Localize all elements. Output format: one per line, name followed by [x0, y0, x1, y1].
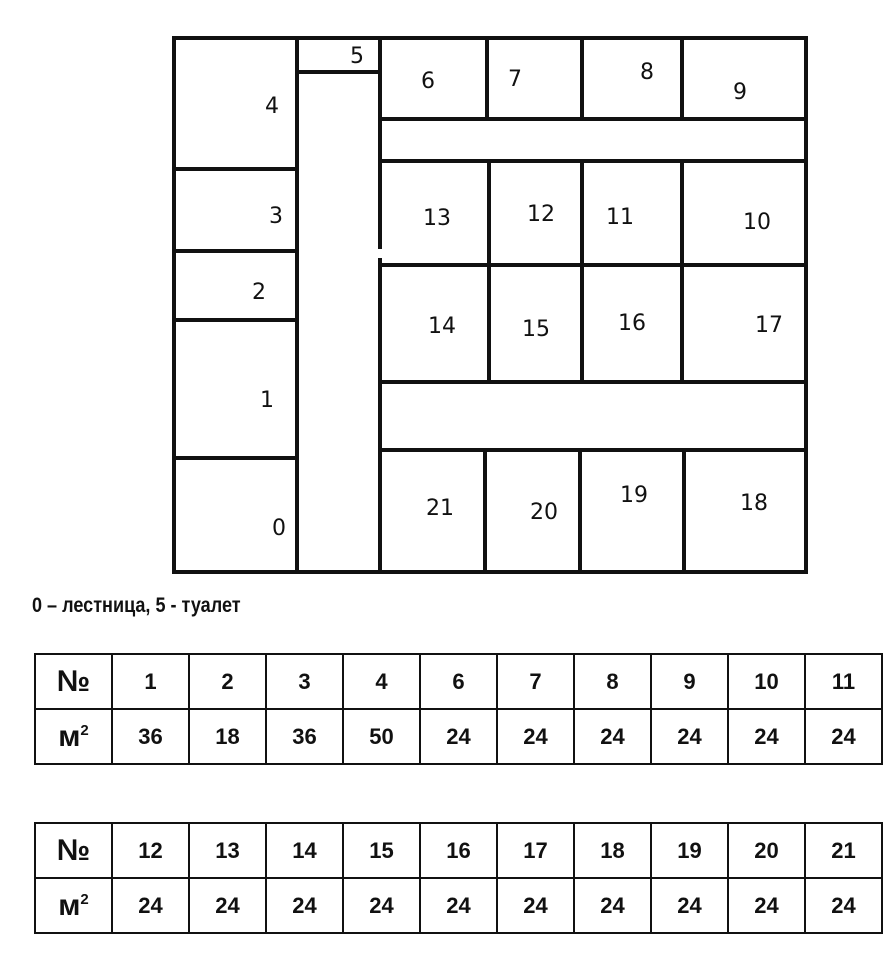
room-area-cell: 24	[574, 878, 651, 933]
room-area-cell: 24	[420, 709, 497, 764]
room-label-6: 6	[421, 69, 435, 94]
room-number-cell: 16	[420, 823, 497, 878]
legend: 0 – лестница, 5 - туалет	[32, 594, 241, 617]
room-number-cell: 10	[728, 654, 805, 709]
room-number-cell: 14	[266, 823, 343, 878]
area-unit: м	[58, 719, 81, 753]
room-number-cell: 12	[112, 823, 189, 878]
area-table-2	[34, 822, 883, 934]
room-label-16: 16	[618, 311, 646, 336]
number-header: №	[35, 823, 112, 878]
room-number-cell: 8	[574, 654, 651, 709]
room-label-20: 20	[530, 500, 558, 525]
room-label-11: 11	[606, 205, 634, 230]
room-label-3: 3	[269, 204, 283, 229]
room-label-5: 5	[350, 44, 364, 69]
area-header	[35, 709, 112, 764]
room-area-cell: 36	[112, 709, 189, 764]
room-number-cell: 20	[728, 823, 805, 878]
room-area-cell: 24	[189, 878, 266, 933]
room-area-cell: 18	[189, 709, 266, 764]
room-number-cell: 7	[497, 654, 574, 709]
room-area-cell: 50	[343, 709, 420, 764]
room-area-cell: 24	[728, 878, 805, 933]
room-number-cell: 15	[343, 823, 420, 878]
room-area-cell: 24	[805, 709, 882, 764]
room-area-cell: 24	[805, 878, 882, 933]
room-label-17: 17	[755, 313, 783, 338]
area-unit-power: 2	[80, 721, 89, 739]
room-area-cell: 36	[266, 709, 343, 764]
room-label-18: 18	[740, 491, 768, 516]
room-number-cell: 17	[497, 823, 574, 878]
room-number-cell: 4	[343, 654, 420, 709]
room-number-cell: 11	[805, 654, 882, 709]
room-label-12: 12	[527, 202, 555, 227]
room-area-cell: 24	[497, 709, 574, 764]
room-area-cell: 24	[651, 709, 728, 764]
area-header	[35, 878, 112, 933]
room-label-13: 13	[423, 206, 451, 231]
room-number-cell: 6	[420, 654, 497, 709]
area-table-1	[34, 653, 883, 765]
room-number-cell: 1	[112, 654, 189, 709]
room-number-cell: 3	[266, 654, 343, 709]
room-label-8: 8	[640, 60, 654, 85]
room-number-cell: 9	[651, 654, 728, 709]
room-area-cell: 24	[343, 878, 420, 933]
room-area-cell: 24	[728, 709, 805, 764]
room-number-cell: 21	[805, 823, 882, 878]
room-label-19: 19	[620, 483, 648, 508]
room-number-cell: 2	[189, 654, 266, 709]
room-label-0: 0	[272, 516, 286, 541]
room-label-7: 7	[508, 67, 522, 92]
room-number-cell: 19	[651, 823, 728, 878]
room-label-15: 15	[522, 317, 550, 342]
room-number-cell: 18	[574, 823, 651, 878]
room-label-2: 2	[252, 280, 266, 305]
room-label-14: 14	[428, 314, 456, 339]
area-unit: м	[58, 888, 81, 922]
room-label-1: 1	[260, 388, 274, 413]
room-label-9: 9	[733, 80, 747, 105]
room-area-cell: 24	[651, 878, 728, 933]
room-area-cell: 24	[266, 878, 343, 933]
room-label-4: 4	[265, 94, 279, 119]
room-number-cell: 13	[189, 823, 266, 878]
area-unit-power: 2	[80, 890, 89, 908]
room-label-21: 21	[426, 496, 454, 521]
number-header: №	[35, 654, 112, 709]
room-area-cell: 24	[497, 878, 574, 933]
room-area-cell: 24	[574, 709, 651, 764]
room-area-cell: 24	[112, 878, 189, 933]
room-area-cell: 24	[420, 878, 497, 933]
room-label-10: 10	[743, 210, 771, 235]
